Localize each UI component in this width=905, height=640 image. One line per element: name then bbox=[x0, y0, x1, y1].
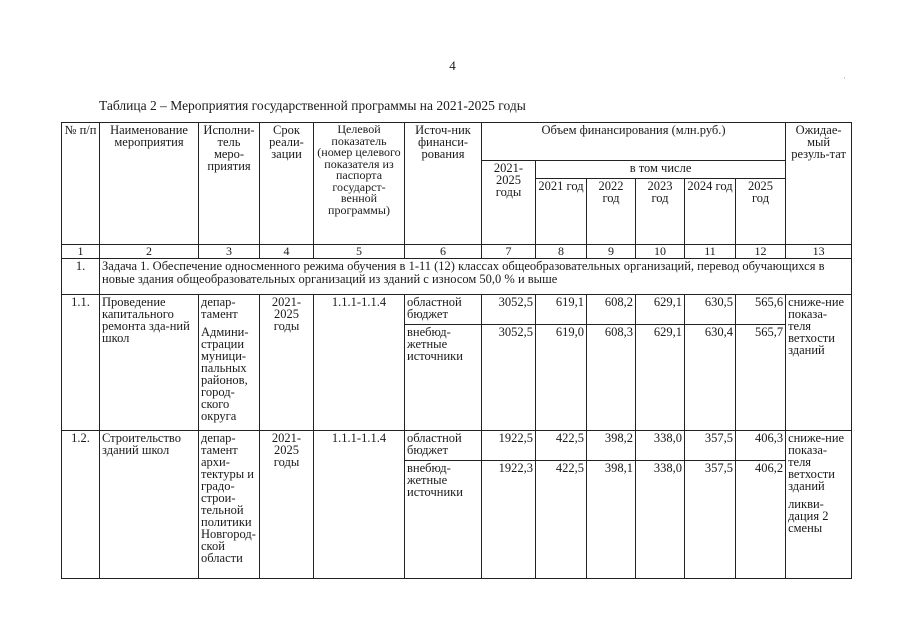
funding-2023: 338,0 bbox=[636, 431, 685, 461]
header-year: 2024 год bbox=[685, 179, 736, 245]
header-num: № п/п bbox=[62, 123, 100, 245]
funding-2021: 422,5 bbox=[536, 461, 587, 579]
header-total: 2021-2025 годы bbox=[482, 161, 536, 245]
header-including: в том числе bbox=[536, 161, 786, 179]
funding-source: областной бюджет bbox=[405, 431, 482, 461]
measure-name: Проведение капитального ремонта зда-ний школ bbox=[100, 295, 199, 431]
header-source: Источ-ник финанси-рования bbox=[405, 123, 482, 245]
column-number: 13 bbox=[786, 245, 852, 259]
measure-name: Строительство зданий школ bbox=[100, 431, 199, 579]
funding-2023: 629,1 bbox=[636, 295, 685, 325]
result-line: сниже-ние показа-теля ветхости зданий bbox=[788, 431, 845, 493]
funding-source: внебюд-жетные источники bbox=[405, 325, 482, 431]
executor-line: Админи-страции муници-пальных районов, город-ского округа bbox=[201, 325, 249, 423]
measure-indicator: 1.1.1-1.1.4 bbox=[314, 431, 405, 579]
column-number: 2 bbox=[100, 245, 199, 259]
funding-2022: 398,1 bbox=[587, 461, 636, 579]
column-number: 1 bbox=[62, 245, 100, 259]
funding-2022: 608,3 bbox=[587, 325, 636, 431]
funding-total: 1922,5 bbox=[482, 431, 536, 461]
row-number: 1.1. bbox=[62, 295, 100, 431]
header-year: 2025 год bbox=[736, 179, 786, 245]
measure-period: 2021-2025 годы bbox=[260, 295, 314, 431]
header-funding: Объем финансирования (млн.руб.) bbox=[482, 123, 786, 161]
column-number: 9 bbox=[587, 245, 636, 259]
header-year: 2021 год bbox=[536, 179, 587, 245]
funding-2023: 338,0 bbox=[636, 461, 685, 579]
funding-2022: 608,2 bbox=[587, 295, 636, 325]
funding-2021: 619,1 bbox=[536, 295, 587, 325]
expected-result: сниже-ние показа-теля ветхости зданий bbox=[786, 295, 852, 431]
funding-2024: 357,5 bbox=[685, 461, 736, 579]
expected-result bbox=[786, 431, 852, 579]
page-number: 4 bbox=[449, 58, 456, 73]
scan-mark: · bbox=[843, 74, 846, 83]
header-indicator: Целевой показатель (номер целевого показателя из паспорта государст-венной программы) bbox=[314, 123, 405, 245]
column-number: 7 bbox=[482, 245, 536, 259]
column-number: 8 bbox=[536, 245, 587, 259]
funding-2024: 630,4 bbox=[685, 325, 736, 431]
funding-2025: 565,6 bbox=[736, 295, 786, 325]
executor-line: депар-тамент bbox=[201, 295, 238, 321]
funding-2023: 629,1 bbox=[636, 325, 685, 431]
table-caption: Таблица 2 – Мероприятия государственной программы на 2021-2025 годы bbox=[99, 98, 526, 113]
table-row bbox=[62, 431, 852, 461]
column-number: 5 bbox=[314, 245, 405, 259]
header-executor: Исполни-тель меро-приятия bbox=[199, 123, 260, 245]
funding-2025: 406,2 bbox=[736, 461, 786, 579]
measure-indicator: 1.1.1-1.1.4 bbox=[314, 295, 405, 431]
funding-2021: 619,0 bbox=[536, 325, 587, 431]
header-year: 2022 год bbox=[587, 179, 636, 245]
measure-executor: депар-тамент архи-тектуры и градо-строи-тельной политики Новгород-ской области bbox=[199, 431, 260, 579]
funding-total: 1922,3 bbox=[482, 461, 536, 579]
header-result: Ожидае-мый резуль-тат bbox=[786, 123, 852, 245]
row-number: 1.2. bbox=[62, 431, 100, 579]
funding-2024: 357,5 bbox=[685, 431, 736, 461]
column-number: 11 bbox=[685, 245, 736, 259]
funding-total: 3052,5 bbox=[482, 295, 536, 325]
funding-2024: 630,5 bbox=[685, 295, 736, 325]
header-period: Срок реали-зации bbox=[260, 123, 314, 245]
column-number: 12 bbox=[736, 245, 786, 259]
task-description: Задача 1. Обеспечение односменного режима обучения в 1-11 (12) классах общеобразовательных организаций, перевод обучающихся в новые здания общеобразовательных организаций из зданий с износом 50,0 % и выше bbox=[100, 259, 852, 295]
funding-2022: 398,2 bbox=[587, 431, 636, 461]
program-table bbox=[61, 122, 852, 579]
column-number: 4 bbox=[260, 245, 314, 259]
funding-2021: 422,5 bbox=[536, 431, 587, 461]
column-number: 6 bbox=[405, 245, 482, 259]
task-number: 1. bbox=[62, 259, 100, 295]
measure-period: 2021-2025 годы bbox=[260, 431, 314, 579]
funding-source: внебюд-жетные источники bbox=[405, 461, 482, 579]
column-number: 10 bbox=[636, 245, 685, 259]
column-number: 3 bbox=[199, 245, 260, 259]
funding-source: областной бюджет bbox=[405, 295, 482, 325]
result-line: ликви-дация 2 смены bbox=[788, 497, 829, 535]
funding-2025: 565,7 bbox=[736, 325, 786, 431]
table-row bbox=[62, 295, 852, 325]
funding-total: 3052,5 bbox=[482, 325, 536, 431]
header-year: 2023 год bbox=[636, 179, 685, 245]
measure-executor bbox=[199, 295, 260, 431]
header-name: Наименование мероприятия bbox=[100, 123, 199, 245]
funding-2025: 406,3 bbox=[736, 431, 786, 461]
